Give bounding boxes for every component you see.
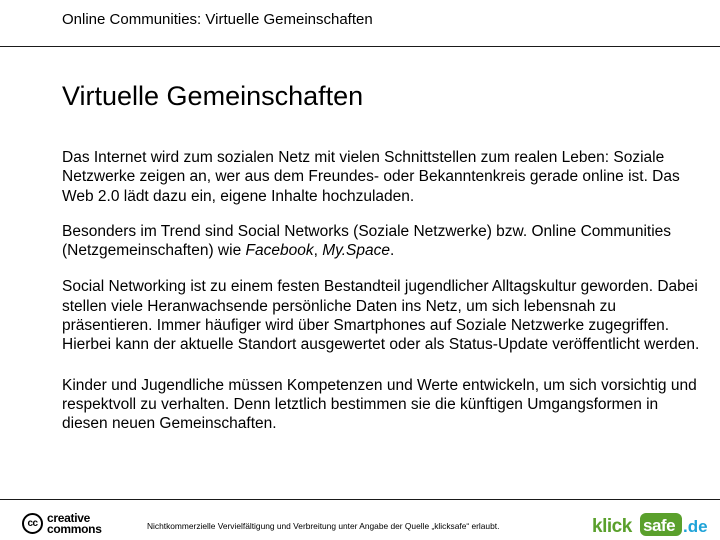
- paragraph-trend-text: Besonders im Trend sind Social Networks (Soziale Netzwerke) bzw. Online Communities (Netzgemeinschaften) wie: [62, 222, 672, 260]
- header-divider: [0, 46, 720, 47]
- facebook-name: Facebook: [245, 242, 314, 260]
- paragraph-intro: Das Internet wird zum sozialen Netz mit vielen Schnittstellen zum realen Leben: Soziale Netzwerke zeigen an, wer aus dem Freundes- oder Bekanntenkreis gerade online ist. Das Web 2.0 lädt dazu ein, eigene Inhalte hochzuladen.: [62, 149, 680, 205]
- svg-text:safe: safe: [643, 516, 676, 535]
- creative-commons-logo: [22, 513, 140, 537]
- myspace-name: My.Space: [322, 242, 390, 260]
- paragraph-competences: Kinder und Jugendliche müssen Kompetenzen und Werte entwickeln, um sich vorsichtig und respektvoll zu verhalten. Denn letztlich bestimmen sie die künftigen Umgangsformen in diesen neuen Gemeinschaften.: [62, 376, 697, 433]
- svg-text:klick: klick: [592, 516, 632, 537]
- paragraph-trend-separator: ,: [313, 242, 323, 260]
- footer-divider: [0, 499, 720, 500]
- cc-circle-icon: cc: [22, 513, 43, 534]
- paragraph-trend: [62, 222, 702, 261]
- klicksafe-logo-graphic: [590, 510, 712, 538]
- paragraph-trend-end: .: [389, 242, 395, 260]
- klicksafe-logo: [590, 510, 712, 538]
- slide-header-title: Online Communities: Virtuelle Gemeinschaften: [62, 11, 373, 28]
- paragraph-social-networking: Social Networking ist zu einem festen Bestandteil jugendlicher Alltagskultur geworden. Dabei stellen viele Heranwachsende persönliche Daten ins Netz, um sich lebensnah zu präsentieren. Immer häufiger wird über Smartphones auf Soziale Netzwerke zugegriffen. Hierbei kann der aktuelle Standort ausgewertet oder als Status-Update veröffentlicht werden.: [62, 278, 700, 354]
- slide-title: Virtuelle Gemeinschaften: [62, 81, 364, 111]
- svg-text:.de: .de: [683, 517, 708, 536]
- license-note: Nichtkommerzielle Vervielfältigung und Verbreitung unter Angabe der Quelle „klicksafe“ erlaubt.: [147, 521, 500, 531]
- slide-body: [62, 148, 702, 450]
- cc-word-commons: commons: [47, 522, 102, 536]
- cc-word-creative: creative: [47, 511, 90, 525]
